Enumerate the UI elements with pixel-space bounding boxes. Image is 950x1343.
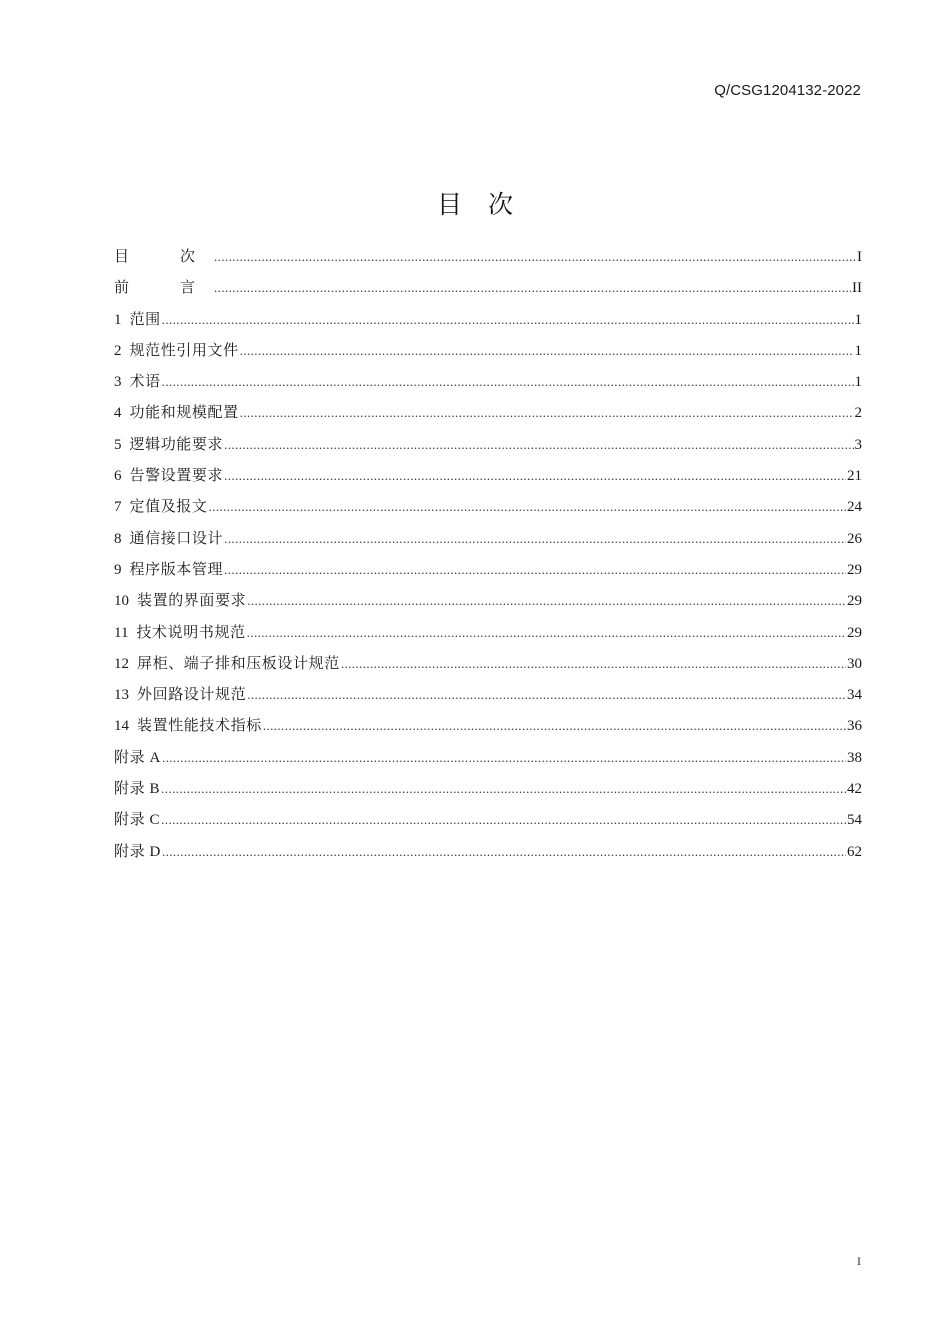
toc-entry-label xyxy=(114,433,223,457)
toc-section-title: 附录 D xyxy=(114,843,161,860)
toc-page-number: 21 xyxy=(847,468,862,485)
toc-section-title: 前 言 xyxy=(114,280,214,297)
toc-entry-label xyxy=(114,308,161,332)
dot-leader xyxy=(240,339,854,363)
toc-section-title: 逻辑功能要求 xyxy=(129,436,224,453)
toc-entry-label xyxy=(114,495,208,519)
toc-section-title: 屏柜、端子排和压板设计规范 xyxy=(137,655,340,672)
toc-entry-label xyxy=(114,683,246,707)
toc-page-number: 1 xyxy=(854,342,862,359)
toc-section-title: 定值及报文 xyxy=(129,499,208,516)
toc-entry-label xyxy=(114,464,223,488)
toc-entry[interactable] xyxy=(114,495,862,526)
toc-entry-label xyxy=(114,840,161,864)
dot-leader xyxy=(263,714,846,738)
toc-section-title: 规范性引用文件 xyxy=(129,342,239,359)
toc-entry[interactable] xyxy=(114,746,862,777)
toc-section-title: 附录 C xyxy=(114,812,161,829)
toc-entry[interactable] xyxy=(114,714,862,745)
toc-section-title: 装置性能技术指标 xyxy=(137,718,262,735)
toc-entry[interactable] xyxy=(114,464,862,495)
toc-entry[interactable] xyxy=(114,276,862,307)
toc-entry[interactable] xyxy=(114,558,862,589)
toc-section-title: 告警设置要求 xyxy=(129,468,224,485)
toc-section-number: 9 xyxy=(114,561,122,578)
toc-entry[interactable] xyxy=(114,339,862,370)
toc-entry-label xyxy=(114,558,223,582)
toc-entry-label xyxy=(114,589,246,613)
toc-entry-label xyxy=(114,401,239,425)
toc-entry[interactable] xyxy=(114,527,862,558)
page-title xyxy=(0,185,950,221)
toc-section-number: 1 xyxy=(114,311,122,328)
toc-page-number: I xyxy=(857,249,862,265)
toc-page-number: 36 xyxy=(847,718,862,735)
page-title-char-1: 目 xyxy=(436,189,462,219)
page-title-char-2: 次 xyxy=(488,189,514,219)
toc-entry-label xyxy=(114,746,161,770)
toc-entry-label xyxy=(114,777,160,801)
toc-page-number: 62 xyxy=(847,843,862,860)
toc-section-title: 功能和规模配置 xyxy=(129,405,239,422)
toc-entry[interactable] xyxy=(114,245,862,276)
toc-page-number: 42 xyxy=(847,781,862,798)
toc-entry[interactable] xyxy=(114,370,862,401)
dot-leader xyxy=(162,308,854,332)
toc-entry[interactable] xyxy=(114,840,862,871)
dot-leader xyxy=(247,621,846,645)
toc-page-number: 30 xyxy=(847,655,862,672)
dot-leader xyxy=(162,370,854,394)
toc-page-number: 1 xyxy=(854,311,862,328)
toc-entry-label xyxy=(114,652,340,676)
toc-page-number: 2 xyxy=(854,405,862,422)
dot-leader xyxy=(161,808,846,832)
toc-section-number: 4 xyxy=(114,405,122,422)
toc-entry-label xyxy=(114,276,213,300)
toc-entry[interactable] xyxy=(114,683,862,714)
toc-page-number: 26 xyxy=(847,530,862,547)
toc-section-title: 目 次 xyxy=(114,249,214,265)
toc-section-title: 外回路设计规范 xyxy=(137,687,247,704)
toc-page-number: 29 xyxy=(847,561,862,578)
toc-entry[interactable] xyxy=(114,808,862,839)
toc-section-title: 附录 B xyxy=(114,781,161,798)
dot-leader xyxy=(224,464,846,488)
toc-entry-label xyxy=(114,339,239,363)
toc-page-number: 38 xyxy=(847,749,862,766)
dot-leader xyxy=(224,527,846,551)
toc-section-number: 6 xyxy=(114,468,122,485)
toc-section-number: 5 xyxy=(114,436,122,453)
page-number: I xyxy=(857,1254,861,1268)
toc-entry[interactable] xyxy=(114,401,862,432)
toc-page-number: 54 xyxy=(847,812,862,829)
toc-section-number: 10 xyxy=(114,593,129,610)
toc-entry-label xyxy=(114,370,161,394)
toc-entry-label xyxy=(114,714,262,738)
toc-section-number: 12 xyxy=(114,655,129,672)
dot-leader xyxy=(247,589,846,613)
dot-leader xyxy=(214,276,851,300)
toc-section-number: 8 xyxy=(114,530,122,547)
toc-entry[interactable] xyxy=(114,308,862,339)
dot-leader xyxy=(224,433,853,457)
toc-section-title: 范围 xyxy=(129,311,161,328)
toc-entry[interactable] xyxy=(114,621,862,652)
toc-section-number: 2 xyxy=(114,342,122,359)
dot-leader xyxy=(161,777,846,801)
table-of-contents xyxy=(114,245,862,871)
dot-leader xyxy=(162,746,846,770)
dot-leader xyxy=(214,245,856,269)
toc-section-title: 技术说明书规范 xyxy=(136,624,246,641)
toc-entry[interactable] xyxy=(114,777,862,808)
toc-section-number: 7 xyxy=(114,499,122,516)
toc-section-title: 程序版本管理 xyxy=(129,561,224,578)
toc-section-number: 13 xyxy=(114,687,129,704)
toc-page-number: 34 xyxy=(847,687,862,704)
toc-entry-label xyxy=(114,245,213,269)
toc-page-number: 1 xyxy=(854,374,862,391)
dot-leader xyxy=(224,558,846,582)
toc-section-title: 装置的界面要求 xyxy=(137,593,247,610)
toc-entry[interactable] xyxy=(114,433,862,464)
toc-section-title: 附录 A xyxy=(114,749,161,766)
toc-entry-label xyxy=(114,621,246,645)
dot-leader xyxy=(162,840,846,864)
dot-leader xyxy=(341,652,846,676)
toc-entry-label xyxy=(114,527,223,551)
toc-page-number: 3 xyxy=(854,436,862,453)
toc-entry[interactable] xyxy=(114,589,862,620)
toc-section-number: 11 xyxy=(114,624,129,641)
toc-page-number: 29 xyxy=(847,624,862,641)
toc-page-number: 24 xyxy=(847,499,862,516)
toc-section-title: 术语 xyxy=(129,374,161,391)
toc-page-number: II xyxy=(852,280,862,297)
toc-page-number: 29 xyxy=(847,593,862,610)
dot-leader xyxy=(247,683,846,707)
toc-section-number: 3 xyxy=(114,374,122,391)
document-code: Q/CSG1204132-2022 xyxy=(714,82,861,99)
dot-leader xyxy=(240,401,854,425)
toc-entry[interactable] xyxy=(114,652,862,683)
dot-leader xyxy=(209,495,846,519)
toc-entry-label xyxy=(114,808,160,832)
toc-section-title: 通信接口设计 xyxy=(129,530,224,547)
toc-section-number: 14 xyxy=(114,718,129,735)
